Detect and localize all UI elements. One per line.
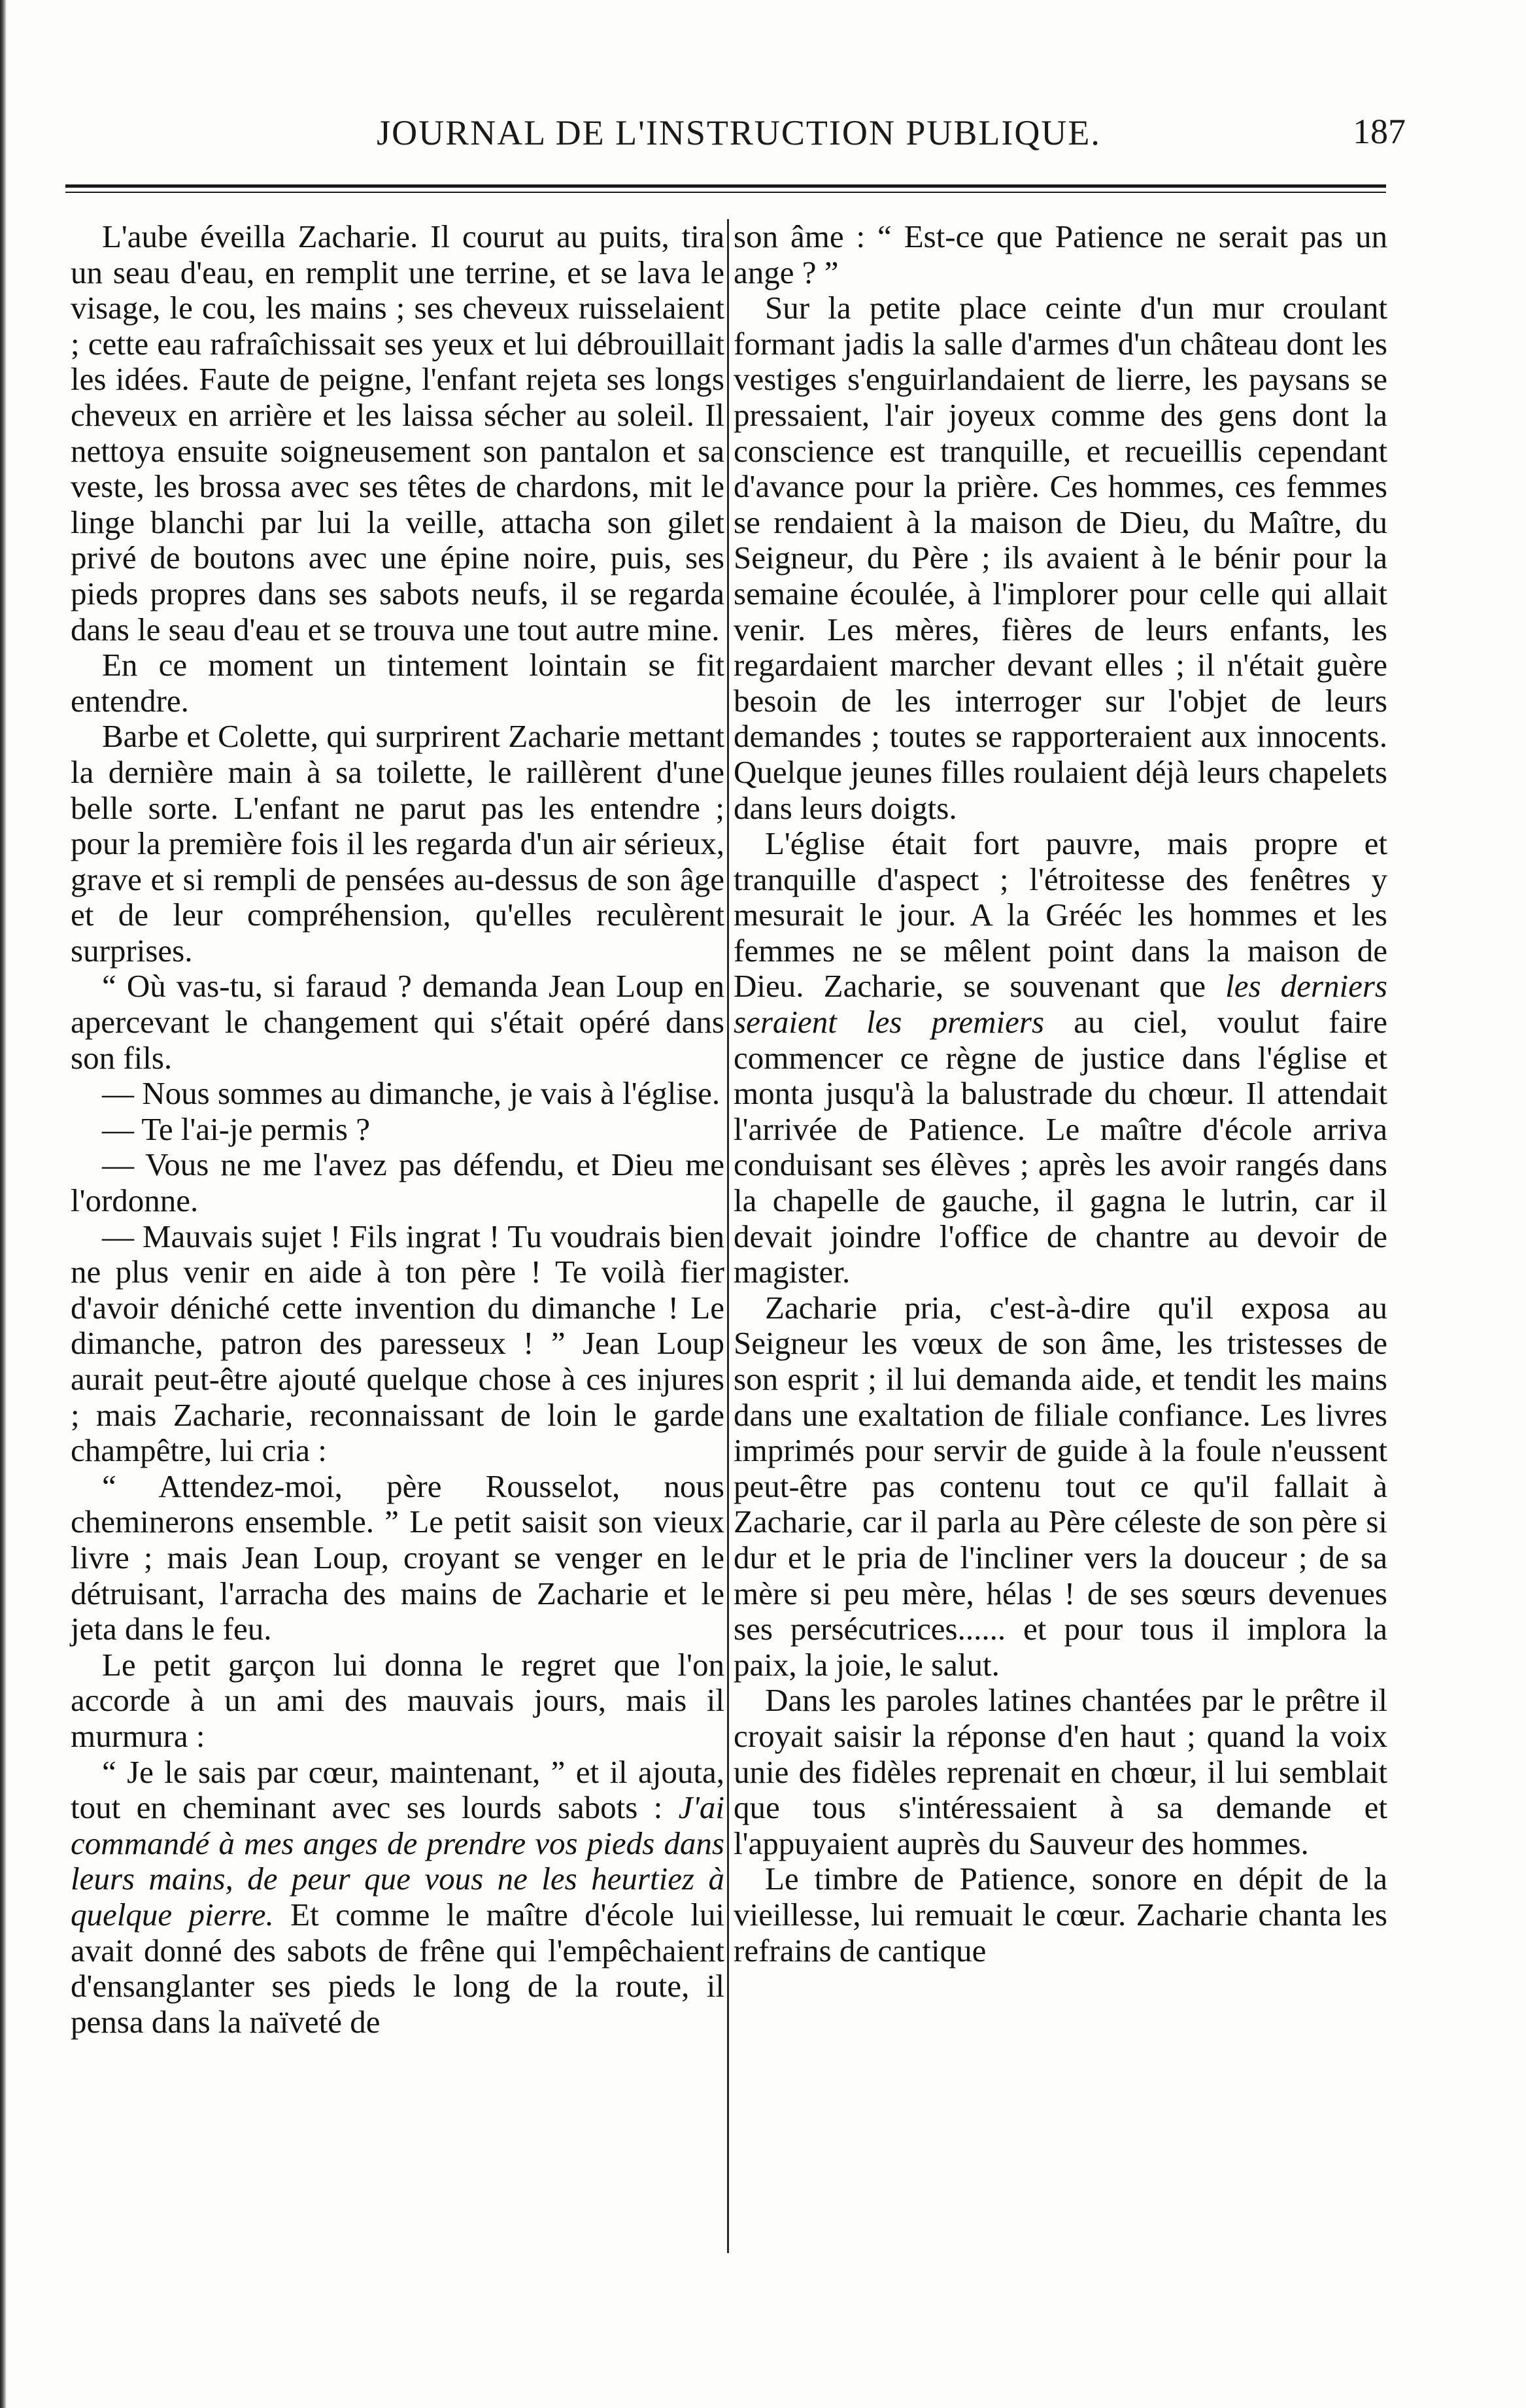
paragraph: “ Où vas-tu, si faraud ? demanda Jean Loup en apercevant le changement qui s'était opéré dans son fils. xyxy=(71,968,724,1076)
page-binding-edge xyxy=(0,0,7,2408)
paragraph xyxy=(734,826,1387,1290)
paragraph: — Nous sommes au dimanche, je vais à l'église. xyxy=(102,1075,721,1112)
paragraph: — Te l'ai-je permis ? xyxy=(102,1110,370,1147)
text-run: au ciel, voulut faire commencer ce règne de justice dans l'église et monta jusqu'à la balustrade du chœur. Il attendait l'arrivée de Patience. Le maître d'école arriva conduisant ses élèves ; après les avoir rangés dans la chapelle de gauche, il gagna le lutrin, car il devait joindre l'office de chantre au devoir de magister. xyxy=(734,1004,1387,1290)
text-run: L'église était fort pauvre, mais propre et tranquille d'aspect ; l'étroitesse des fenêtres y mesurait le jour. A la Grééc les hommes et les femmes ne se mêlent point dans la maison de Dieu. Zacharie, se souvenant que xyxy=(734,825,1387,1005)
paragraph: — Mauvais sujet ! Fils ingrat ! Tu voudrais bien ne plus venir en aide à ton père ! Te voilà fier d'avoir déniché cette invention du dimanche ! Le dimanche, patron des paresseux ! ” Jean Loup aurait peut-être ajouté quelque chose à ces injures ; mais Zacharie, reconnaissant de loin le garde champêtre, lui cria : xyxy=(71,1218,724,1469)
paragraph: — Vous ne me l'avez pas défendu, et Dieu me l'ordonne. xyxy=(71,1146,724,1219)
left-text-column xyxy=(71,219,724,2040)
column-divider xyxy=(727,219,729,2253)
journal-title: JOURNAL DE L'INSTRUCTION PUBLIQUE. xyxy=(377,113,1101,152)
paragraph: Barbe et Colette, qui surprirent Zacharie mettant la dernière main à sa toilette, le raillèrent d'une belle sorte. L'enfant ne parut pas les entendre ; pour la première fois il les regarda d'un air sérieux, grave et si rempli de pensées au-dessus de son âge et de leur compréhension, qu'elles reculèrent surprises. xyxy=(71,718,724,969)
paragraph: En ce moment un tintement lointain se fit entendre. xyxy=(71,647,724,719)
header-rule-thick xyxy=(65,184,1386,188)
text-run: “ Je le sais par cœur, maintenant, ” et il ajouta, tout en cheminant avec ses lourds sabots : xyxy=(71,1753,724,1826)
italic-quotation: J'ai commandé à mes anges de prendre vos pieds dans leurs mains, de peur que vous ne les heurtiez à quelque pierre. xyxy=(71,1789,724,1933)
paragraph: Sur la petite place ceinte d'un mur croulant formant jadis la salle d'armes d'un château dont les vestiges s'enguirlandaient de lierre, les paysans se pressaient, l'air joyeux comme des gens dont la conscience est tranquille, et recueillis cependant d'avance pour la prière. Ces hommes, ces femmes se rendaient à la maison de Dieu, du Maître, du Seigneur, du Père ; ils avaient à le bénir pour la semaine écoulée, à l'implorer pour celle qui allait venir. Les mères, fières de leurs enfants, les regardaient marcher devant elles ; il n'était guère besoin de les interroger sur l'objet de leurs demandes ; toutes se rapporteraient aux innocents. Quelque jeunes filles roulaient déjà leurs chapelets dans leurs doigts. xyxy=(734,290,1387,826)
paragraph: Dans les paroles latines chantées par le prêtre il croyait saisir la réponse d'en haut ; quand la voix unie des fidèles reprenait en chœur, il lui semblait que tous s'intéressaient à sa demande et l'appuyaient auprès du Sauveur des hommes. xyxy=(734,1682,1387,1861)
paragraph: “ Attendez-moi, père Rousselot, nous cheminerons ensemble. ” Le petit saisit son vieux livre ; mais Jean Loup, croyant se venger en le détruisant, l'arracha des mains de Zacharie et le jeta dans le feu. xyxy=(71,1468,724,1647)
right-text-column xyxy=(734,219,1387,1969)
running-header xyxy=(65,105,1412,163)
text-run: Et comme le maître d'école lui avait donné des sabots de frêne qui l'empêchaient d'ensanglanter ses pieds le long de la route, il pensa dans la naïveté de xyxy=(71,1896,725,2040)
header-rule-thin xyxy=(65,192,1386,193)
italic-quotation: les derniers seraient les premiers xyxy=(734,968,1387,1041)
paragraph-continuation: son âme : “ Est-ce que Patience ne serait pas un ange ? ” xyxy=(734,218,1387,290)
paragraph: L'aube éveilla Zacharie. Il courut au puits, tira un seau d'eau, en remplit une terrine, et se lava le visage, le cou, les mains ; ses cheveux ruisselaient ; cette eau rafraîchissait ses yeux et lui débrouillait les idées. Faute de peigne, l'enfant rejeta ses longs cheveux en arrière et les laissa sécher au soleil. Il nettoya ensuite soigneusement son pantalon et sa veste, les brossa avec ses têtes de chardons, mit le linge blanchi par lui la veille, attacha son gilet privé de boutons avec une épine noire, puis, ses pieds propres dans ses sabots neufs, il se regarda dans le seau d'eau et se trouva une tout autre mine. xyxy=(71,218,724,647)
page-number: 187 xyxy=(1353,112,1406,151)
paragraph xyxy=(71,1755,724,2040)
paragraph: Le timbre de Patience, sonore en dépit de la vieillesse, lui remuait le cœur. Zacharie chanta les refrains de cantique xyxy=(734,1861,1387,1969)
paragraph: Le petit garçon lui donna le regret que l'on accorde à un ami des mauvais jours, mais il murmura : xyxy=(71,1646,724,1754)
paragraph: Zacharie pria, c'est-à-dire qu'il exposa au Seigneur les vœux de son âme, les tristesses de son esprit ; il lui demanda aide, et tendit les mains dans une exaltation de filiale confiance. Les livres imprimés pour servir de guide à la foule n'eussent peut-être pas contenu tout ce qu'il fallait à Zacharie, car il parla au Père céleste de son père si dur et le pria de l'incliner vers la douceur ; de sa mère si peu mère, hélas ! de ses sœurs devenues ses persécutrices...... et pour tous il implora la paix, la joie, le salut. xyxy=(734,1289,1387,1683)
